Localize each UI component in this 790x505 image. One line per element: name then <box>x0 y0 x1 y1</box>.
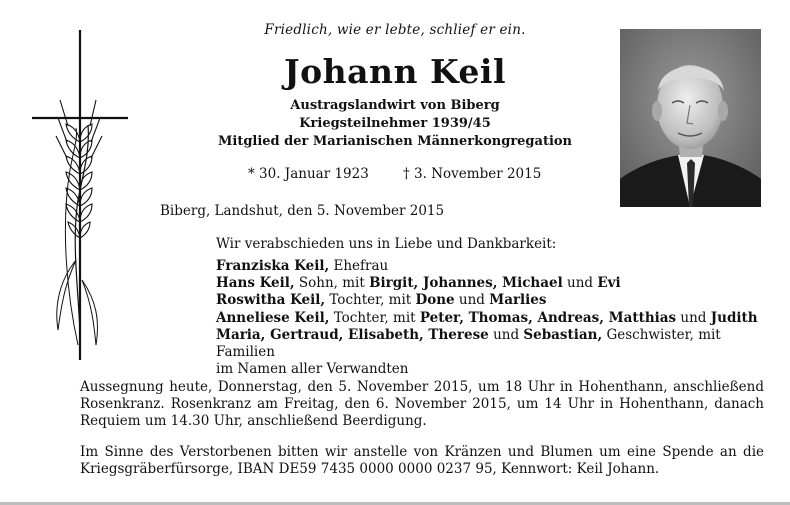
mourner-line <box>216 292 776 309</box>
mourner-relation: und <box>454 292 490 309</box>
mourner-relation: Tochter, mit <box>329 309 420 326</box>
farewell-line: Wir verabschieden uns in Liebe und Dankbarkeit: <box>216 236 557 252</box>
mourner-name: Anneliese Keil, <box>216 309 330 326</box>
death-date: † 3. November 2015 <box>403 166 542 182</box>
mourner-relation: Sohn, mit <box>294 275 370 292</box>
mourner-relation: Geschwister, mit Familien <box>216 326 721 361</box>
mourner-relation: und <box>676 309 711 326</box>
mourner-name: Birgit, Johannes, Michael <box>369 275 563 292</box>
motto: Friedlich, wie er lebte, schlief er ein. <box>264 22 526 38</box>
mourner-relation: und <box>488 326 524 343</box>
birth-date: * 30. Januar 1923 <box>248 166 369 182</box>
donation-request: Im Sinne des Verstorbenen bitten wir anstelle von Kränzen und Blumen um eine Spende an die Kriegsgräberfürsorge, IBAN DE59 7435 0000 0000 0237 95, Kennwort: Keil Johann. <box>80 444 764 478</box>
mourner-line <box>216 275 776 292</box>
mourner-name: Marlies <box>489 292 547 309</box>
mourner-line <box>216 258 776 275</box>
mourner-line <box>216 327 776 361</box>
mourner-name: Done <box>415 292 455 309</box>
role-line: Mitglied der Marianischen Männerkongregation <box>217 134 573 149</box>
portrait-photo <box>620 29 761 207</box>
role-line: Austragslandwirt von Biberg <box>290 98 500 113</box>
mourner-name: Peter, Thomas, Andreas, Matthias <box>419 309 677 326</box>
funeral-service-info: Aussegnung heute, Donnerstag, den 5. November 2015, um 18 Uhr in Hohenthann, anschließend Rosenkranz. Rosenkranz am Freitag, den 6. November 2015, um 14 Uhr in Hohenthann, danach Requiem um 14.30 Uhr, anschließend Beerdigung. <box>80 379 764 430</box>
mourner-name: Roswitha Keil, <box>216 292 326 309</box>
mourner-relation: und <box>562 275 598 292</box>
mourner-line <box>216 310 776 327</box>
mourner-name: Hans Keil, <box>216 275 295 292</box>
mourners-list <box>216 258 776 378</box>
place-and-date: Biberg, Landshut, den 5. November 2015 <box>160 203 445 219</box>
mourner-name: Judith <box>710 309 758 326</box>
role-line: Kriegsteilnehmer 1939/45 <box>299 116 491 131</box>
mourner-line <box>216 361 776 378</box>
mourner-name: Sebastian, <box>523 326 603 343</box>
mourner-relation: im Namen aller Verwandten <box>216 361 409 378</box>
mourner-name: Franziska Keil, <box>216 258 330 274</box>
mourner-relation: Tochter, mit <box>325 292 416 309</box>
deceased-name: Johann Keil <box>284 52 506 91</box>
mourner-name: Evi <box>597 275 621 292</box>
mourner-name: Maria, Gertraud, Elisabeth, Therese <box>216 326 489 343</box>
mourner-relation: Ehefrau <box>329 258 389 274</box>
